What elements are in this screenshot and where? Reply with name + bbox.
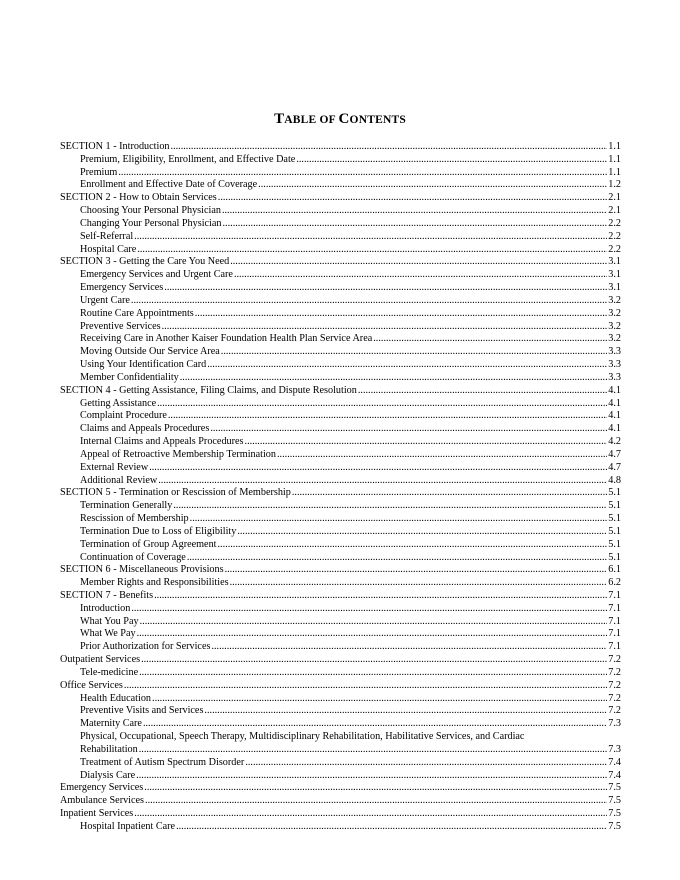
dot-leader (139, 667, 607, 680)
toc-entry-label: Internal Claims and Appeals Procedures (80, 436, 244, 448)
dot-leader (211, 641, 607, 654)
toc-page-number: 4.8 (608, 474, 621, 486)
toc-page-number: 6.2 (608, 577, 621, 589)
toc-section-entry[interactable] (60, 564, 621, 577)
toc-page-number: 7.2 (608, 679, 621, 691)
toc-section-entry[interactable] (60, 192, 621, 205)
toc-entry-label: External Review (80, 461, 149, 473)
toc-page-number: 5.1 (608, 525, 621, 537)
toc-entry-label: Outpatient Services (60, 654, 141, 666)
toc-section-entry[interactable] (60, 256, 621, 269)
toc-subentry[interactable] (60, 475, 621, 488)
toc-entry-label: Claims and Appeals Procedures (80, 423, 210, 435)
toc-subentry[interactable] (60, 295, 621, 308)
toc-subentry[interactable] (60, 705, 621, 718)
toc-entry-label: Continuation of Coverage (80, 551, 186, 563)
toc-subentry[interactable] (60, 513, 621, 526)
toc-subentry[interactable] (60, 770, 621, 783)
toc-page-number: 2.2 (608, 243, 621, 255)
toc-page-number: 7.4 (608, 756, 621, 768)
toc-entry-label: SECTION 4 - Getting Assistance, Filing Claims, and Dispute Resolution (60, 384, 357, 396)
toc-subentry[interactable] (60, 757, 621, 770)
toc-page-number: 7.2 (608, 654, 621, 666)
title-part: T (274, 111, 285, 127)
dot-leader (230, 577, 608, 590)
toc-page-number: 2.2 (608, 230, 621, 242)
toc-subentry[interactable] (60, 628, 621, 641)
dot-leader (277, 449, 607, 462)
dot-leader (245, 757, 607, 770)
toc-subentry[interactable] (60, 372, 621, 385)
toc-entry-label: Enrollment and Effective Date of Coverage (80, 179, 258, 191)
toc-entry-label: SECTION 7 - Benefits (60, 589, 154, 601)
toc-page-number: 2.1 (608, 205, 621, 217)
toc-page-number: 1.2 (608, 179, 621, 191)
dot-leader (292, 487, 607, 500)
dot-leader (234, 269, 607, 282)
toc-page-number: 7.1 (608, 615, 621, 627)
toc-page-number: 5.1 (608, 551, 621, 563)
toc-entry-label: Termination Generally (80, 500, 173, 512)
toc-subentry[interactable] (60, 282, 621, 295)
dot-leader (137, 244, 607, 257)
toc-subentry[interactable] (60, 821, 621, 834)
dot-leader (136, 770, 607, 783)
dot-leader (134, 808, 607, 821)
toc-page-number: 4.1 (608, 397, 621, 409)
toc-page-number: 4.7 (608, 461, 621, 473)
toc-page-number: 7.1 (608, 589, 621, 601)
toc-entry-label: Premium, Eligibility, Enrollment, and Effective Date (80, 153, 296, 165)
toc-entry-label: Appeal of Retroactive Membership Termination (80, 448, 276, 460)
toc-subentry[interactable] (60, 398, 621, 411)
dot-leader (158, 475, 607, 488)
dot-leader (176, 821, 607, 834)
toc-page-number: 5.1 (608, 487, 621, 499)
dot-leader (139, 744, 608, 757)
dot-leader (204, 705, 607, 718)
dot-leader (218, 192, 608, 205)
dot-leader (237, 526, 607, 539)
dot-leader (221, 346, 608, 359)
toc-page-number: 1.1 (608, 141, 621, 152)
toc-subentry[interactable] (60, 577, 621, 590)
toc-page-number: 7.5 (608, 808, 621, 820)
toc-subentry[interactable] (60, 526, 621, 539)
dot-leader (223, 218, 608, 231)
toc-entry-label: Moving Outside Our Service Area (80, 346, 220, 358)
toc-entry-label: Health Education (80, 692, 152, 704)
title-part: ABLE OF (284, 114, 339, 126)
toc-section-entry[interactable] (60, 385, 621, 398)
toc-page-number: 7.4 (608, 769, 621, 781)
toc-entry-label: Emergency Services (80, 282, 164, 294)
toc-entry-label: Routine Care Appointments (80, 307, 194, 319)
dot-leader (168, 410, 607, 423)
dot-leader (187, 552, 607, 565)
toc-section-entry[interactable] (60, 795, 621, 808)
dot-leader (162, 321, 608, 334)
dot-leader (137, 628, 608, 641)
toc-page-number: 7.2 (608, 666, 621, 678)
toc-subentry[interactable] (60, 462, 621, 475)
dot-leader (157, 398, 607, 411)
toc-entry-label: Complaint Procedure (80, 410, 167, 422)
toc-entry-label: Preventive Visits and Services (80, 705, 204, 717)
toc-entry-label: Premium (80, 166, 118, 178)
dot-leader (218, 539, 608, 552)
toc-section-entry[interactable] (60, 808, 621, 821)
toc-page-number: 4.2 (608, 436, 621, 448)
toc-entry-label: What You Pay (80, 615, 139, 627)
toc-subentry[interactable] (60, 167, 621, 180)
toc-page-number: 3.3 (608, 359, 621, 371)
toc-entry-label: Hospital Inpatient Care (80, 820, 176, 832)
toc-entry-label: Dialysis Care (80, 769, 136, 781)
toc-entry-label: Inpatient Services (60, 808, 134, 820)
toc-subentry[interactable] (60, 359, 621, 372)
toc-subentry[interactable] (60, 693, 621, 706)
dot-leader (134, 231, 607, 244)
dot-leader (141, 654, 607, 667)
toc-section-entry[interactable] (60, 654, 621, 667)
toc-page-number: 7.3 (608, 743, 621, 755)
title-part: ONTENTS (349, 114, 406, 126)
dot-leader (131, 603, 607, 616)
toc-page-number: 2.2 (608, 217, 621, 229)
dot-leader (140, 616, 608, 629)
toc-subentry[interactable] (60, 616, 621, 629)
toc-page-number: 3.2 (608, 333, 621, 345)
toc-entry-label: Using Your Identification Card (80, 359, 207, 371)
toc-entry-label: Getting Assistance (80, 397, 157, 409)
toc-subentry[interactable] (60, 244, 621, 257)
toc-subentry[interactable] (60, 308, 621, 321)
toc-entry-label: Rescission of Membership (80, 513, 189, 525)
toc-subentry[interactable] (60, 218, 621, 231)
page-title (0, 111, 680, 128)
toc-page-number: 5.1 (608, 538, 621, 550)
toc-subentry[interactable] (60, 231, 621, 244)
toc-page-number: 7.5 (608, 795, 621, 807)
dot-leader (358, 385, 607, 398)
toc-subentry[interactable] (60, 423, 621, 436)
toc-page-number: 3.1 (608, 269, 621, 281)
title-part: C (338, 111, 350, 127)
dot-leader (225, 564, 608, 577)
toc-entry-label: Treatment of Autism Spectrum Disorder (80, 756, 245, 768)
dot-leader (296, 154, 607, 167)
dot-leader (164, 282, 607, 295)
toc-page-number: 3.3 (608, 346, 621, 358)
toc-page-number: 2.1 (608, 192, 621, 204)
dot-leader (195, 308, 608, 321)
dot-leader (124, 680, 607, 693)
toc-entry-label: Member Confidentiality (80, 371, 179, 383)
toc-page-number: 3.2 (608, 320, 621, 332)
toc-page-number: 7.5 (608, 820, 621, 832)
toc-entry-label: Hospital Care (80, 243, 137, 255)
toc-subentry[interactable] (60, 269, 621, 282)
toc-subentry[interactable] (60, 539, 621, 552)
toc-section-entry[interactable] (60, 680, 621, 693)
dot-leader (131, 295, 607, 308)
dot-leader (258, 179, 607, 192)
dot-leader (152, 693, 607, 706)
toc-section-entry[interactable] (60, 141, 621, 154)
toc-subentry[interactable] (60, 154, 621, 167)
dot-leader (143, 718, 607, 731)
dot-leader (207, 359, 607, 372)
toc-page-number: 3.3 (608, 371, 621, 383)
toc-subentry[interactable] (60, 346, 621, 359)
toc-section-entry[interactable] (60, 782, 621, 795)
toc-entry-label: Member Rights and Responsibilities (80, 577, 229, 589)
toc-entry-label: What We Pay (80, 628, 136, 640)
toc-subentry[interactable] (60, 436, 621, 449)
dot-leader (144, 782, 607, 795)
toc-entry-label: Termination of Group Agreement (80, 538, 217, 550)
dot-leader (173, 500, 607, 513)
toc-entry-text-line: Physical, Occupational, Speech Therapy, Multidisciplinary Rehabilitation, Habilitative Services, and Cardiac (80, 731, 525, 743)
toc-page-number: 3.2 (608, 294, 621, 306)
toc-page-number: 7.5 (608, 782, 621, 794)
toc-subentry[interactable] (60, 500, 621, 513)
toc-entry-label: Maternity Care (80, 718, 142, 730)
toc-entry-label: Additional Review (80, 474, 158, 486)
dot-leader (118, 167, 607, 180)
toc-page-number: 5.1 (608, 513, 621, 525)
toc-entry-label: Changing Your Personal Physician (80, 217, 222, 229)
toc-entry-label: Office Services (60, 679, 123, 691)
toc-page-number: 7.3 (608, 718, 621, 730)
toc-subentry[interactable] (60, 552, 621, 565)
toc-section-entry[interactable] (60, 487, 621, 500)
toc-entry-label: Urgent Care (80, 294, 130, 306)
toc-entry-label: Prior Authorization for Services (80, 641, 211, 653)
toc-page-number: 7.1 (608, 602, 621, 614)
toc-entry-label: Tele-medicine (80, 666, 139, 678)
toc-page-number: 3.1 (608, 256, 621, 268)
toc-page-number: 4.1 (608, 384, 621, 396)
toc-entry-label: SECTION 2 - How to Obtain Services (60, 192, 217, 204)
toc-entry-label: SECTION 3 - Getting the Care You Need (60, 256, 230, 268)
toc-subentry[interactable] (60, 744, 621, 757)
toc-subentry[interactable] (60, 410, 621, 423)
dot-leader (190, 513, 608, 526)
toc-subentry[interactable] (60, 603, 621, 616)
dot-leader (154, 590, 607, 603)
toc-entry-label: Self-Referral (80, 230, 134, 242)
toc-entry-label: Preventive Services (80, 320, 161, 332)
toc-page-number: 5.1 (608, 500, 621, 512)
toc-subentry[interactable] (60, 718, 621, 731)
toc-page-number: 4.1 (608, 423, 621, 435)
toc-entry-label: Termination Due to Loss of Eligibility (80, 525, 237, 537)
toc-entry-label: SECTION 1 - Introduction (60, 141, 170, 152)
toc-subentry[interactable] (60, 667, 621, 680)
toc-page-number: 7.2 (608, 705, 621, 717)
toc-page-number: 4.7 (608, 448, 621, 460)
dot-leader (210, 423, 607, 436)
toc-entry-label: SECTION 5 - Termination or Rescission of Membership (60, 487, 291, 499)
toc-entry-label: Ambulance Services (60, 795, 145, 807)
toc-entry-label: Choosing Your Personal Physician (80, 205, 221, 217)
dot-leader (373, 333, 607, 346)
dot-leader (149, 462, 607, 475)
dot-leader (230, 256, 607, 269)
toc-subentry[interactable] (60, 179, 621, 192)
toc-section-entry[interactable] (60, 590, 621, 603)
toc-entry-label: SECTION 6 - Miscellaneous Provisions (60, 564, 224, 576)
toc-page-number: 1.1 (608, 153, 621, 165)
toc-page-number: 3.2 (608, 307, 621, 319)
toc-page-number: 7.2 (608, 692, 621, 704)
dot-leader (145, 795, 607, 808)
toc-entry-label: Emergency Services (60, 782, 144, 794)
toc-page-number: 6.1 (608, 564, 621, 576)
toc-page-number: 3.1 (608, 282, 621, 294)
toc-page-number: 4.1 (608, 410, 621, 422)
toc-entry-label: Emergency Services and Urgent Care (80, 269, 233, 281)
toc-entry-label: Introduction (80, 602, 131, 614)
toc-subentry[interactable] (60, 641, 621, 654)
toc-subentry[interactable] (60, 449, 621, 462)
dot-leader (222, 205, 607, 218)
dot-leader (245, 436, 608, 449)
toc-entry-label: Rehabilitation (80, 743, 138, 755)
toc-entry-label: Receiving Care in Another Kaiser Foundation Health Plan Service Area (80, 333, 373, 345)
toc-subentry[interactable] (60, 333, 621, 346)
toc-subentry[interactable] (60, 321, 621, 334)
table-of-contents (60, 141, 621, 834)
toc-subentry[interactable] (60, 205, 621, 218)
toc-page-number: 7.1 (608, 641, 621, 653)
dot-leader (171, 141, 608, 154)
toc-page-number: 7.1 (608, 628, 621, 640)
toc-page-number: 1.1 (608, 166, 621, 178)
dot-leader (180, 372, 608, 385)
